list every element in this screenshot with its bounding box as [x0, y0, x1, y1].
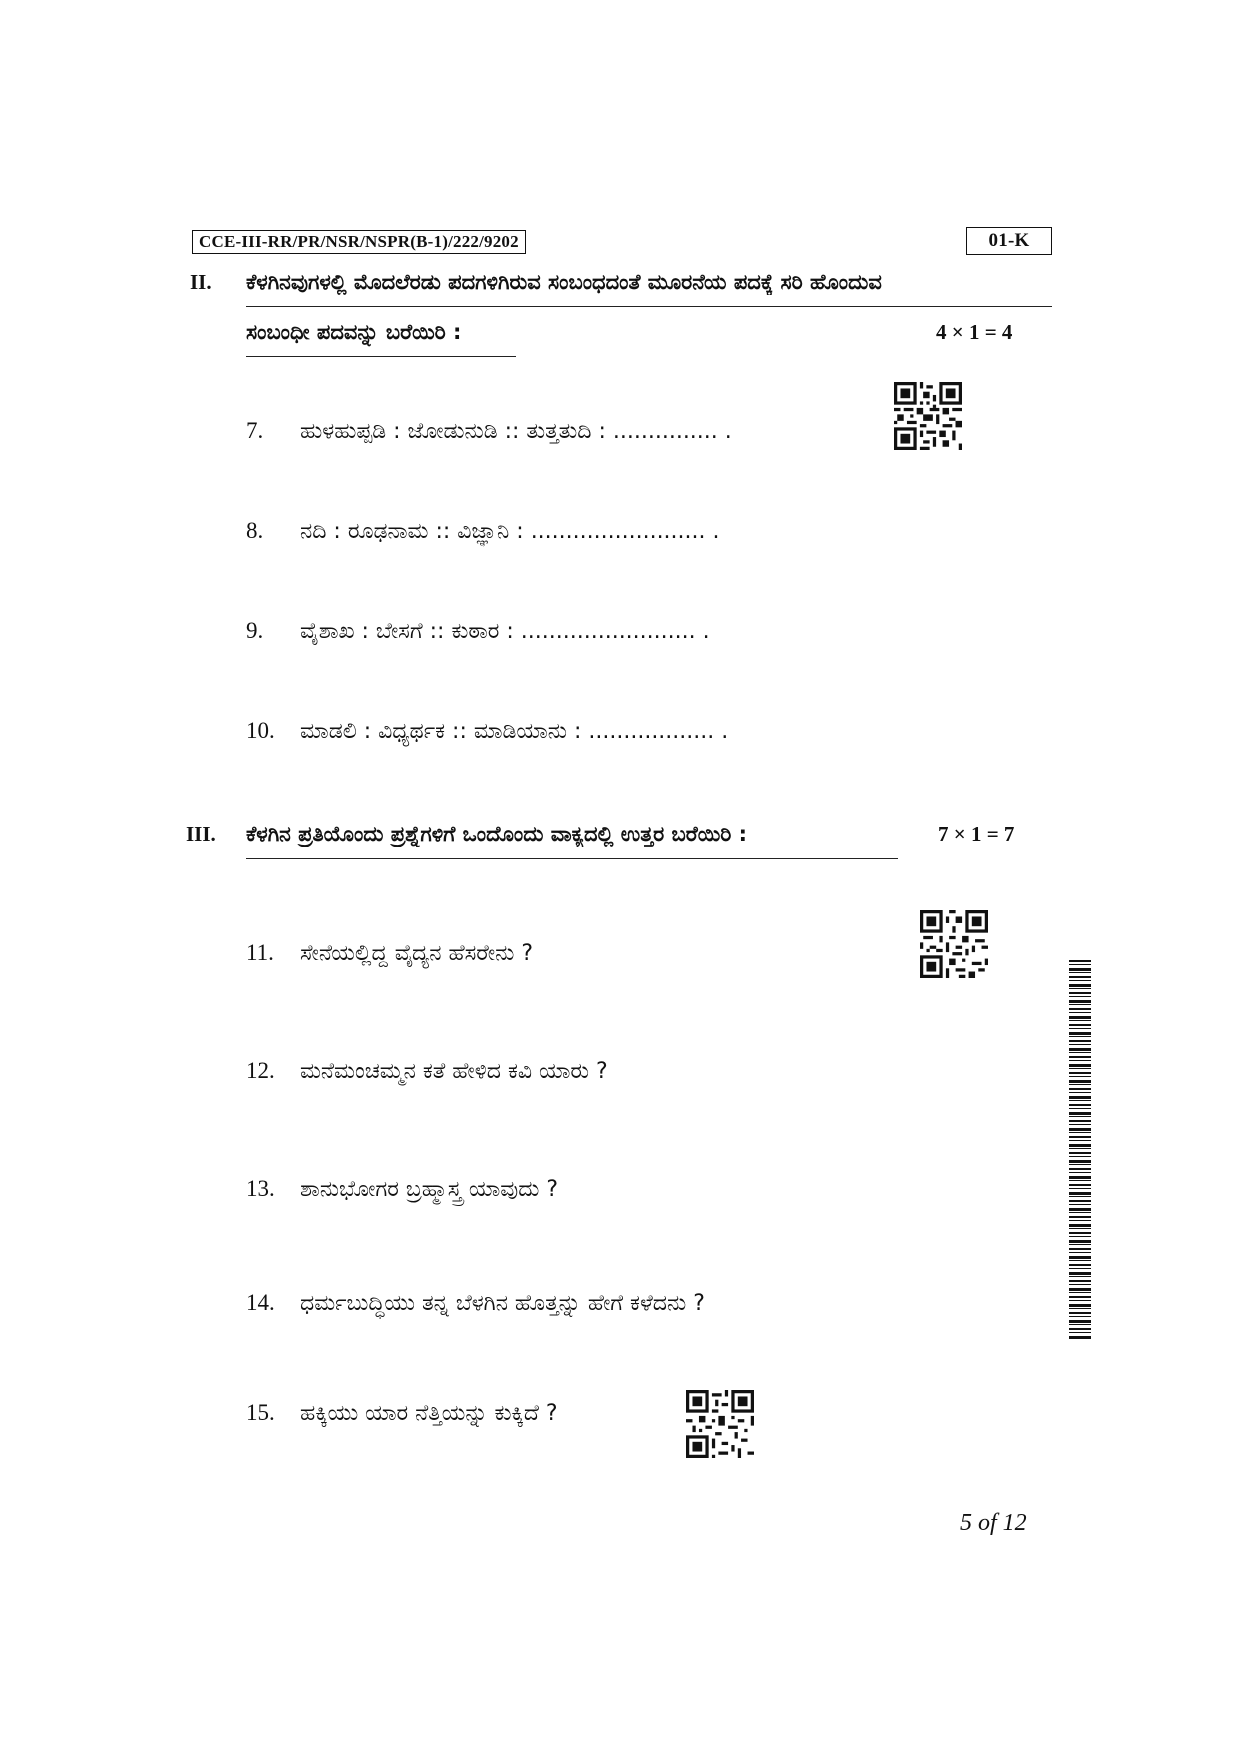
qr-code-icon — [920, 910, 988, 978]
version-code: 01-K — [966, 227, 1052, 255]
section-2-instruction-line2: ಸಂಬಂಧೀ ಪದವನ್ನು ಬರೆಯಿರಿ : — [246, 320, 462, 344]
question-7: 7. ಹುಳಹುಪ್ಪಡಿ : ಜೋಡುನುಡಿ :: ತುತ್ತತುದಿ : ............... . — [246, 418, 732, 444]
question-8: 8. ನದಿ : ರೂಢನಾಮ :: ವಿಜ್ಞಾನಿ : ......................... . — [246, 518, 720, 544]
section-3-instruction: ಕೆಳಗಿನ ಪ್ರತಿಯೊಂದು ಪ್ರಶ್ನೆಗಳಿಗೆ ಒಂದೊಂದು ವಾಕ್ಯದಲ್ಲಿ ಉತ್ತರ ಬರೆಯಿರಿ : — [246, 822, 748, 846]
question-14: 14. ಧರ್ಮಬುದ್ಧಿಯು ತನ್ನ ಬೆಳಗಿನ ಹೊತ್ತನ್ನು ಹೇಗೆ ಕಳೆದನು ? — [246, 1290, 705, 1316]
question-15: 15. ಹಕ್ಕಿಯು ಯಾರ ನೆತ್ತಿಯನ್ನು ಕುಕ್ಕಿದೆ ? — [246, 1400, 558, 1426]
question-9: 9. ವೈಶಾಖ : ಬೇಸಗೆ :: ಕುಠಾರ : ......................... . — [246, 618, 710, 644]
question-13: 13. ಶಾನುಭೋಗರ ಬ್ರಹ್ಮಾಸ್ತ್ರ ಯಾವುದು ? — [246, 1176, 559, 1202]
qr-code-icon — [686, 1390, 754, 1458]
section-3-underline — [246, 858, 898, 859]
section-3-number: III. — [186, 822, 216, 846]
paper-code: CCE-III-RR/PR/NSR/NSPR(B-1)/222/9202 — [192, 230, 526, 254]
section-2-underline-2 — [246, 356, 516, 357]
section-2-marks: 4 × 1 = 4 — [936, 320, 1013, 344]
section-2-number: II. — [190, 270, 212, 294]
question-10: 10. ಮಾಡಲಿ : ವಿಧ್ಯರ್ಥಕ :: ಮಾಡಿಯಾನು : .................. . — [246, 718, 729, 744]
question-12: 12. ಮನೆಮಂಚಮ್ಮನ ಕತೆ ಹೇಳಿದ ಕವಿ ಯಾರು ? — [246, 1058, 608, 1084]
section-3-marks: 7 × 1 = 7 — [938, 822, 1015, 846]
question-11: 11. ಸೇನೆಯಲ್ಲಿದ್ದ ವೈದ್ಯನ ಹೆಸರೇನು ? — [246, 940, 534, 966]
barcode-icon — [1069, 960, 1091, 1340]
section-2-underline-1 — [246, 306, 1052, 307]
qr-code-icon — [894, 382, 962, 450]
page-number: 5 of 12 — [960, 1510, 1027, 1536]
section-2-instruction-line1: ಕೆಳಗಿನವುಗಳಲ್ಲಿ ಮೊದಲೆರಡು ಪದಗಳಿಗಿರುವ ಸಂಬಂಧದಂತೆ ಮೂರನೆಯ ಪದಕ್ಕೆ ಸರಿ ಹೊಂದುವ — [246, 270, 882, 294]
